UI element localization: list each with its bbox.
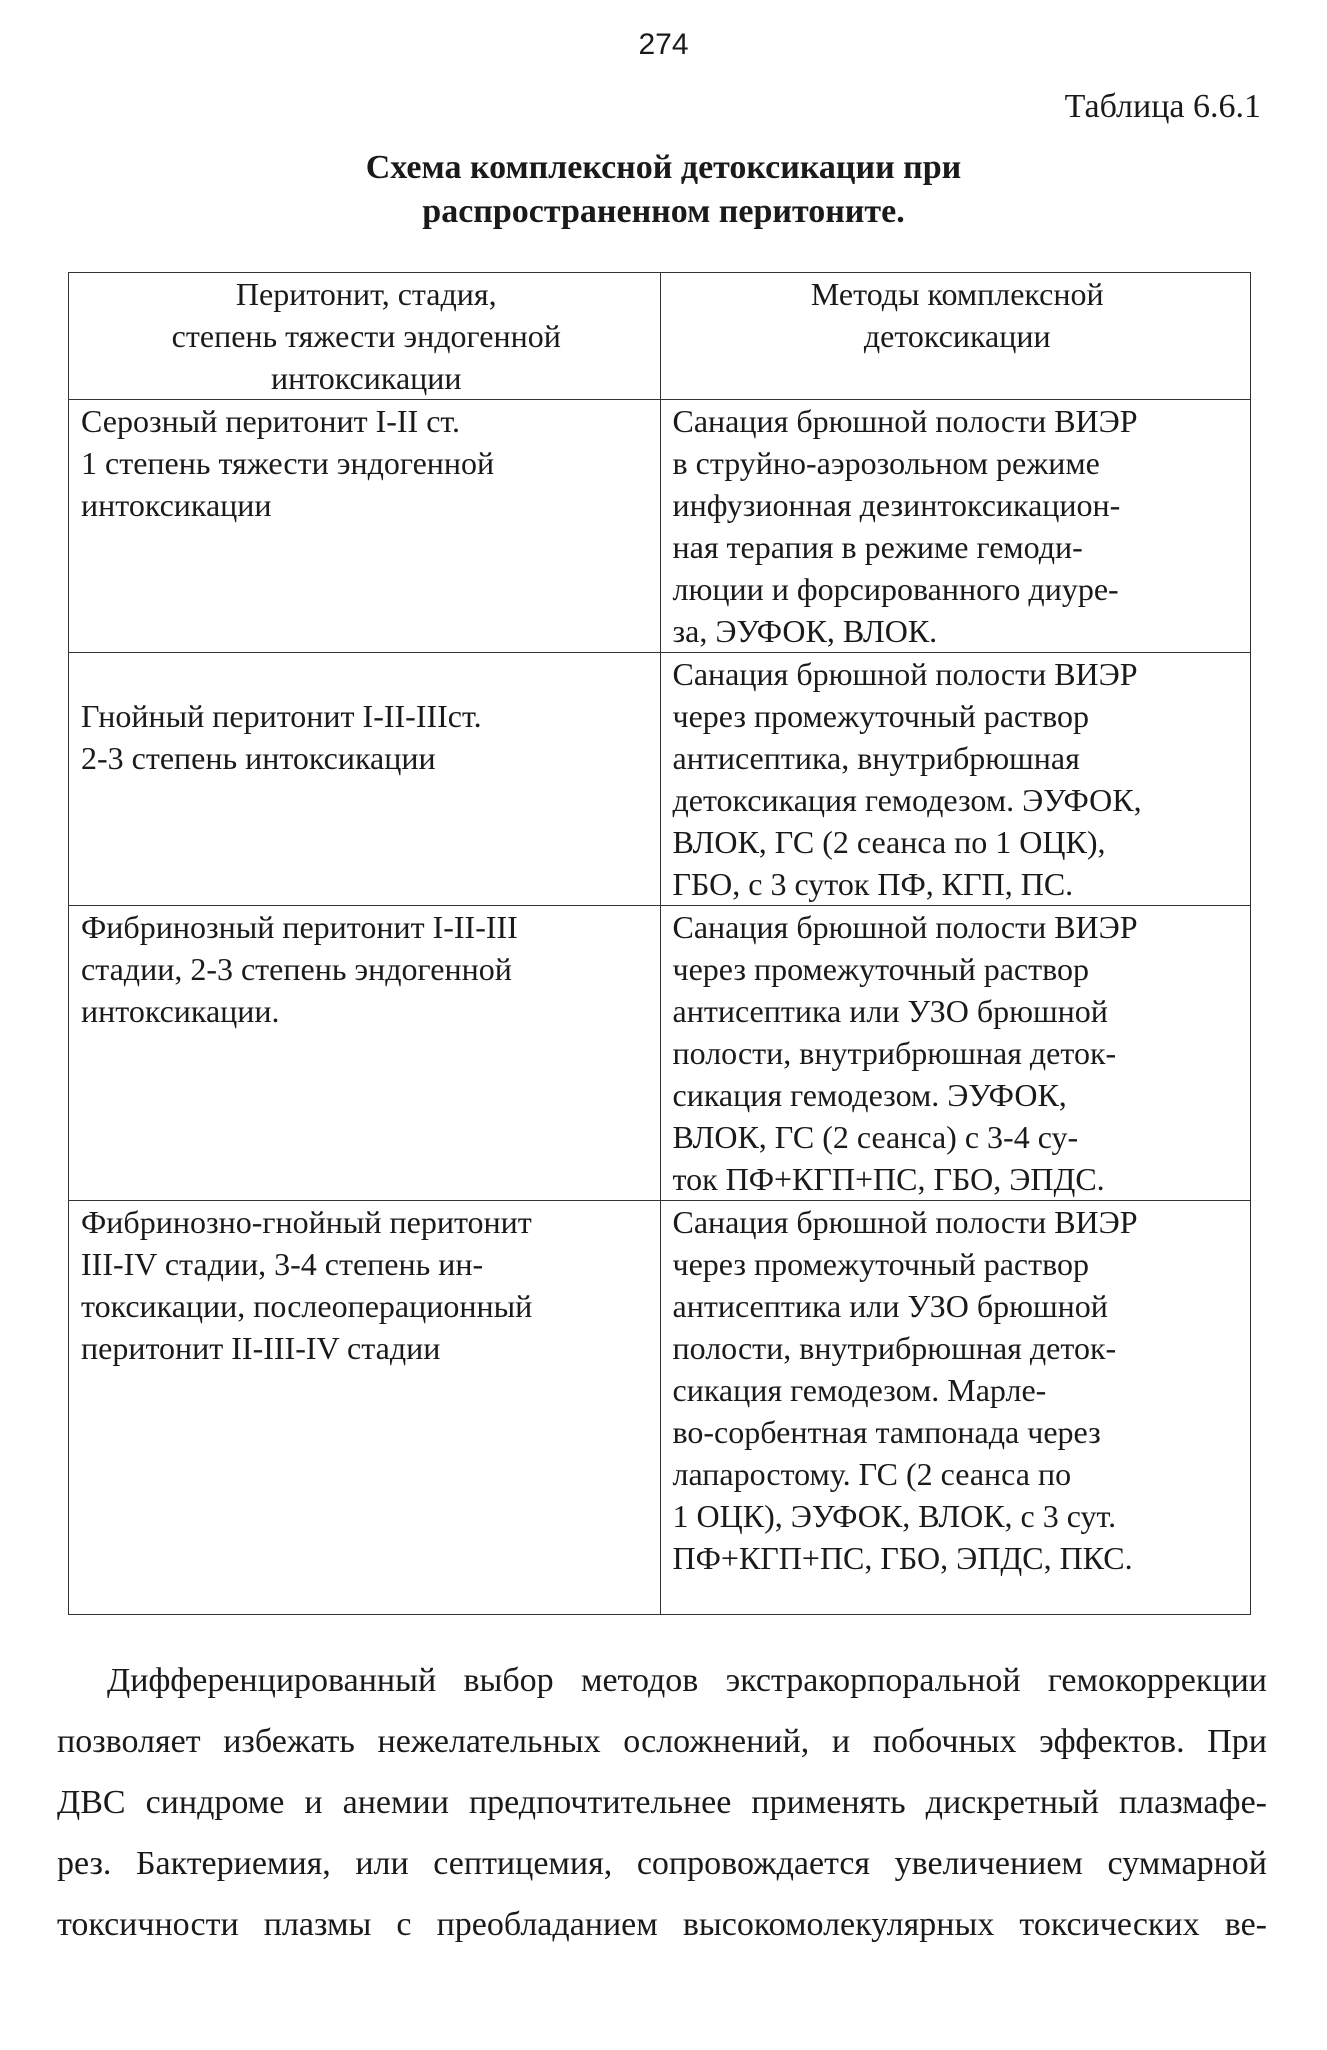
cell-line: через промежуточный раствор bbox=[672, 951, 1089, 987]
cell-line: Фибринозно-гнойный перитонит bbox=[81, 1204, 532, 1240]
methods-cell bbox=[660, 653, 1251, 906]
page-number: 274 bbox=[638, 28, 689, 61]
stage-cell bbox=[69, 906, 661, 1201]
cell-spacer bbox=[81, 653, 652, 695]
cell-line: интоксикации. bbox=[81, 993, 280, 1029]
paragraph-line: позволяет избежать нежелательных осложнений, и побочных эффектов. При bbox=[57, 1723, 1267, 1760]
table-title bbox=[0, 146, 1327, 234]
stage-cell bbox=[69, 653, 661, 906]
methods-cell bbox=[660, 400, 1251, 653]
cell-line: сикация гемодезом. Марле- bbox=[672, 1372, 1047, 1408]
stage-cell bbox=[69, 400, 661, 653]
cell-line: Санация брюшной полости ВИЭР bbox=[672, 656, 1138, 692]
cell-line: антисептика, внутрибрюшная bbox=[672, 740, 1080, 776]
cell-line: 1 ОЦК), ЭУФОК, ВЛОК, с 3 сут. bbox=[672, 1498, 1117, 1534]
cell-line: ток ПФ+КГП+ПС, ГБО, ЭПДС. bbox=[672, 1161, 1105, 1197]
table-label: Таблица 6.6.1 bbox=[1064, 88, 1261, 125]
methods-cell bbox=[660, 906, 1251, 1201]
cell-line: антисептика или УЗО брюшной bbox=[672, 993, 1108, 1029]
cell-line: Гнойный перитонит I-II-IIIст. bbox=[81, 698, 482, 734]
cell-line: полости, внутрибрюшная деток- bbox=[672, 1035, 1117, 1071]
title-line: распространенном перитоните. bbox=[422, 193, 905, 230]
cell-line: ная терапия в режиме гемоди- bbox=[672, 529, 1083, 565]
cell-line: Серозный перитонит I-II ст. bbox=[81, 403, 460, 439]
table-header-row bbox=[69, 273, 1251, 400]
header-line: Перитонит, стадия, bbox=[235, 276, 497, 312]
cell-line: инфузионная дезинтоксикацион- bbox=[672, 487, 1121, 523]
cell-line: ГБО, с 3 суток ПФ, КГП, ПС. bbox=[672, 866, 1074, 902]
cell-line: ВЛОК, ГС (2 сеанса) с 3-4 су- bbox=[672, 1119, 1079, 1155]
cell-line: перитонит II-III-IV стадии bbox=[81, 1330, 441, 1366]
cell-line: через промежуточный раствор bbox=[672, 1246, 1089, 1282]
detox-table bbox=[68, 272, 1251, 1615]
cell-line: ПФ+КГП+ПС, ГБО, ЭПДС, ПКС. bbox=[672, 1540, 1133, 1576]
cell-line: люции и форсированного диуре- bbox=[672, 571, 1119, 607]
cell-line: сикация гемодезом. ЭУФОК, bbox=[672, 1077, 1067, 1113]
methods-cell bbox=[660, 1201, 1251, 1615]
cell-line: в струйно-аэрозольном режиме bbox=[672, 445, 1100, 481]
paragraph-line: токсичности плазмы с преобладанием высокомолекулярных токсических ве- bbox=[57, 1906, 1267, 1943]
cell-line: лапаростому. ГС (2 сеанса по bbox=[672, 1456, 1072, 1492]
stage-cell bbox=[69, 1201, 661, 1615]
cell-line: Санация брюшной полости ВИЭР bbox=[672, 403, 1138, 439]
cell-line: стадии, 2-3 степень эндогенной bbox=[81, 951, 512, 987]
cell-line: Фибринозный перитонит I-II-III bbox=[81, 909, 518, 945]
cell-line: ВЛОК, ГС (2 сеанса по 1 ОЦК), bbox=[672, 824, 1106, 860]
cell-line: токсикации, послеоперационный bbox=[81, 1288, 533, 1324]
cell-line: полости, внутрибрюшная деток- bbox=[672, 1330, 1117, 1366]
paragraph-line: ДВС синдроме и анемии предпочтительнее применять дискретный плазмафе- bbox=[57, 1784, 1267, 1821]
header-cell-methods bbox=[660, 273, 1251, 400]
cell-line: Санация брюшной полости ВИЭР bbox=[672, 1204, 1138, 1240]
cell-line: через промежуточный раствор bbox=[672, 698, 1089, 734]
header-line: степень тяжести эндогенной bbox=[171, 318, 561, 354]
header-line: детоксикации bbox=[863, 318, 1051, 354]
cell-line: Санация брюшной полости ВИЭР bbox=[672, 909, 1138, 945]
cell-line: интоксикации bbox=[81, 487, 272, 523]
cell-line: III-IV стадии, 3-4 степень ин- bbox=[81, 1246, 484, 1282]
header-cell-peritonitis bbox=[69, 273, 661, 400]
cell-line: 1 степень тяжести эндогенной bbox=[81, 445, 495, 481]
body-paragraph bbox=[57, 1650, 1267, 1955]
table-row bbox=[69, 653, 1251, 906]
header-line: Методы комплексной bbox=[810, 276, 1104, 312]
cell-line: антисептика или УЗО брюшной bbox=[672, 1288, 1108, 1324]
cell-line: 2-3 степень интоксикации bbox=[81, 740, 436, 776]
cell-line: детоксикация гемодезом. ЭУФОК, bbox=[672, 782, 1142, 818]
paragraph-line: рез. Бактериемия, или септицемия, сопровождается увеличением суммарной bbox=[57, 1845, 1267, 1882]
table-row bbox=[69, 906, 1251, 1201]
table-row bbox=[69, 400, 1251, 653]
title-line: Схема комплексной детоксикации при bbox=[365, 149, 962, 186]
cell-line: за, ЭУФОК, ВЛОК. bbox=[672, 613, 938, 649]
cell-line: во-сорбентная тампонада через bbox=[672, 1414, 1101, 1450]
paragraph-line: Дифференцированный выбор методов экстракорпоральной гемокоррекции bbox=[107, 1662, 1267, 1699]
table-row bbox=[69, 1201, 1251, 1615]
header-line: интоксикации bbox=[270, 360, 462, 396]
